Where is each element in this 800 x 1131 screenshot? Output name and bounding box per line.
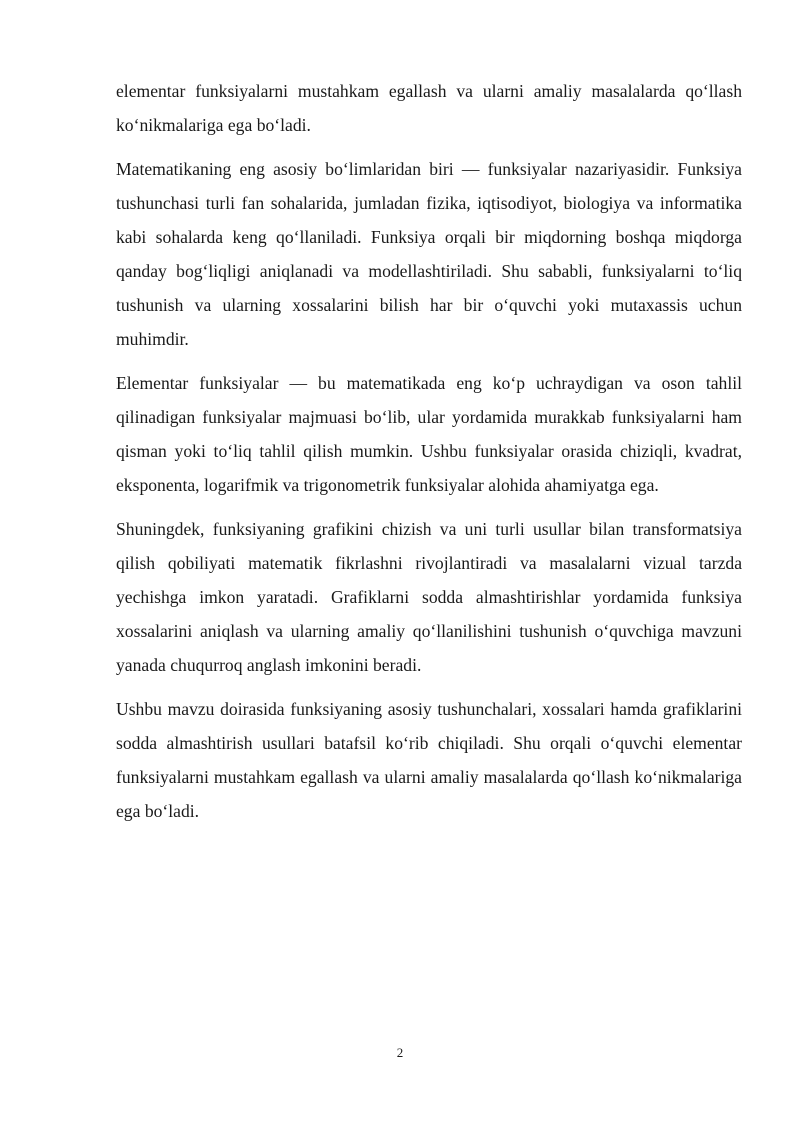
page-number: 2 bbox=[396, 1045, 404, 1060]
paragraph-1: elementar funksiyalarni mustahkam egallash va ularni amaliy masalalarda qo‘llash ko‘nikmalariga ega bo‘ladi. bbox=[116, 81, 742, 135]
paragraph-4: Shuningdek, funksiyaning grafikini chizish va uni turli usullar bilan transformatsiya qilish qobiliyati matematik fikrlashni rivojlantiradi va masalalarni vizual tarzda yechishga imkon yaratadi. Grafiklarni sodda almashtirishlar yordamida funksiya xossalarini aniqlash va ularning amaliy qo‘llanilishini tushunish o‘quvchiga mavzuni yanada chuqurroq anglash imkonini beradi. bbox=[116, 519, 742, 675]
paragraph-3: Elementar funksiyalar — bu matematikada eng ko‘p uchraydigan va oson tahlil qilinadigan funksiyalar majmuasi bo‘lib, ular yordamida murakkab funksiyalarni ham qisman yoki to‘liq tahlil qilish mumkin. Ushbu funksiyalar orasida chiziqli, kvadrat, eksponenta, logarifmik va trigonometrik funksiyalar alohida ahamiyatga ega. bbox=[116, 373, 742, 495]
paragraph-5: Ushbu mavzu doirasida funksiyaning asosiy tushunchalari, xossalari hamda grafiklarini sodda almashtirish usullari batafsil ko‘rib chiqiladi. Shu orqali o‘quvchi elementar funksiyalarni mustahkam egallash va ularni amaliy masalalarda qo‘llash ko‘nikmalariga ega bo‘ladi. bbox=[116, 699, 742, 821]
paragraph-2: Matematikaning eng asosiy bo‘limlaridan biri — funksiyalar nazariyasidir. Funksiya tushunchasi turli fan sohalarida, jumladan fizika, iqtisodiyot, biologiya va informatika kabi sohalarda keng qo‘llaniladi. Funksiya orqali bir miqdorning boshqa miqdorga qanday bog‘liqligi aniqlanadi va modellashtiriladi. Shu sababli, funksiyalarni to‘liq tushunish va ularning xossalarini bilish har bir o‘quvchi yoki mutaxassis uchun muhimdir. bbox=[116, 159, 742, 349]
body-text bbox=[116, 74, 742, 838]
